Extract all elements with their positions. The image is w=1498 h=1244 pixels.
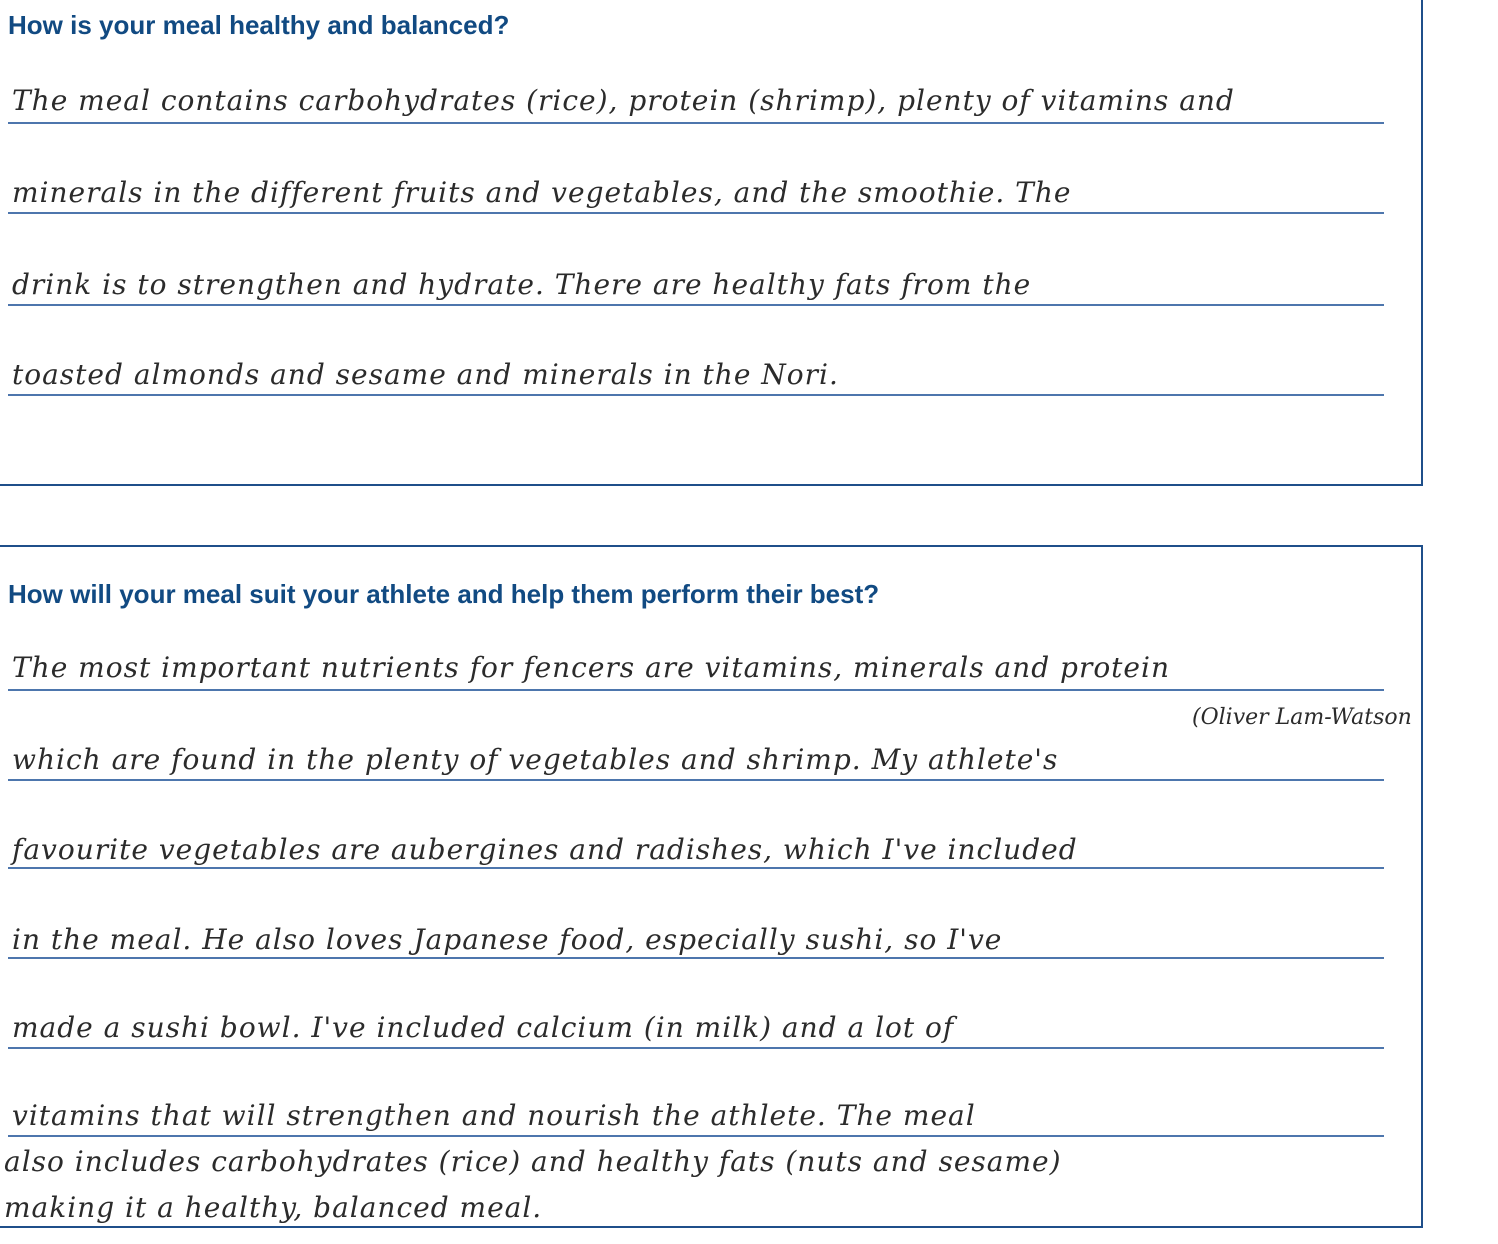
answer-line: minerals in the different fruits and vegetables, and the smoothie. The (12, 176, 1072, 209)
answer-rule (8, 867, 1384, 869)
answer-rule (8, 689, 1384, 691)
question-heading-healthy-balanced: How is your meal healthy and balanced? (8, 10, 510, 40)
answer-line: favourite vegetables are aubergines and radishes, which I've included (12, 833, 1078, 866)
answer-rule (8, 394, 1384, 396)
answer-rule (8, 957, 1384, 959)
answer-line: making it a healthy, balanced meal. (4, 1191, 543, 1224)
answer-line: made a sushi bowl. I've included calcium (in milk) and a lot of (12, 1011, 955, 1044)
answer-line: toasted almonds and sesame and minerals in the Nori. (12, 358, 839, 391)
question-heading-athlete-performance: How will your meal suit your athlete and help them perform their best? (8, 579, 880, 609)
answer-rule (8, 779, 1384, 781)
answer-rule (8, 304, 1384, 306)
answer-rule (8, 212, 1384, 214)
answer-line: drink is to strengthen and hydrate. There are healthy fats from the (12, 268, 1032, 301)
answer-line: also includes carbohydrates (rice) and healthy fats (nuts and sesame) (4, 1145, 1062, 1178)
answer-line: vitamins that will strengthen and nourish the athlete. The meal (12, 1099, 976, 1132)
answer-line: The meal contains carbohydrates (rice), protein (shrimp), plenty of vitamins and (12, 84, 1235, 117)
answer-rule (8, 1135, 1384, 1137)
answer-line: in the meal. He also loves Japanese food, especially sushi, so I've (12, 923, 1003, 956)
question-box-athlete-performance (0, 545, 1423, 1228)
answer-line: which are found in the plenty of vegetables and shrimp. My athlete's (12, 743, 1059, 776)
answer-rule (8, 122, 1384, 124)
answer-line: The most important nutrients for fencers are vitamins, minerals and protein (12, 651, 1170, 684)
margin-note: (Oliver Lam-Watson (1192, 705, 1412, 730)
answer-rule (8, 1047, 1384, 1049)
question-box-healthy-balanced (0, 0, 1423, 486)
